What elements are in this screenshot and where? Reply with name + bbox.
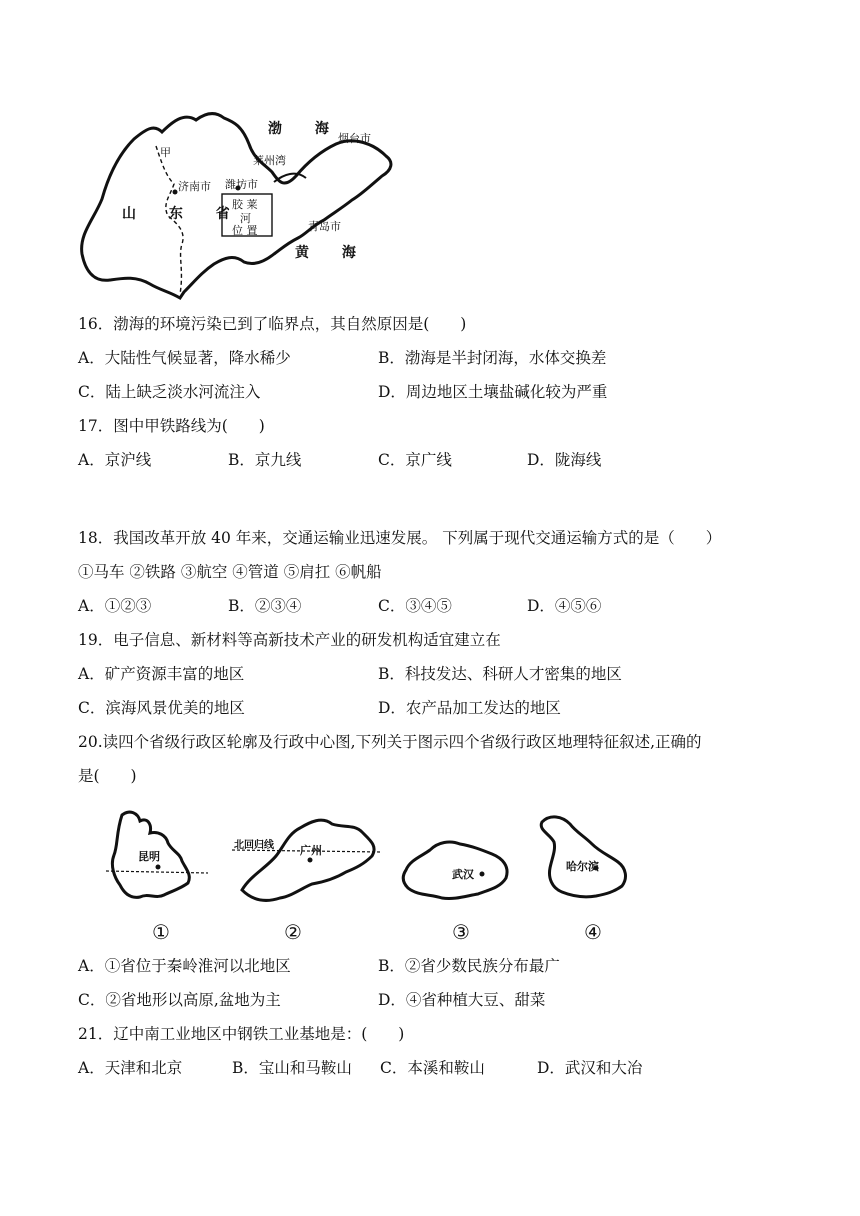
q19-stem: 19．电子信息、新材料等高新技术产业的研发机构适宜建立在	[78, 631, 501, 649]
q19-option-d: D．农产品加工发达的地区	[378, 699, 561, 717]
q16-option-c: C．陆上缺乏淡水河流注入	[78, 383, 261, 401]
q18-option-c: C．③④⑤	[378, 597, 452, 615]
q20-stem-line2: 是( )	[78, 767, 137, 785]
q17-option-b: B．京九线	[228, 451, 302, 469]
weifang-label: 潍坊市	[225, 178, 258, 191]
q21-option-d: D．武汉和大冶	[537, 1059, 643, 1077]
q21-option-b: B．宝山和马鞍山	[232, 1059, 352, 1077]
map-number-1: ①	[152, 920, 170, 944]
map-number-4: ④	[584, 920, 602, 944]
map-number-2: ②	[284, 920, 302, 944]
q19-option-c: C．滨海风景优美的地区	[78, 699, 245, 717]
q17-option-a: A．京沪线	[78, 451, 152, 469]
q18-option-b: B．②③④	[228, 597, 302, 615]
q17-option-d: D．陇海线	[527, 451, 602, 469]
q21-option-a: A．天津和北京	[78, 1059, 183, 1077]
huanghai-label: 黄 海	[295, 245, 370, 261]
q17-stem: 17．图中甲铁路线为( )	[78, 417, 265, 435]
map-number-3: ③	[452, 920, 470, 944]
jia-label: 甲	[160, 146, 171, 159]
q19-option-b: B．科技发达、科研人才密集的地区	[378, 665, 622, 683]
box-line-1: 胶 莱	[232, 198, 258, 211]
q20-option-a: A．①省位于秦岭淮河以北地区	[78, 957, 291, 975]
harbin-label: 哈尔滨	[566, 860, 599, 873]
q17-option-c: C．京广线	[378, 451, 452, 469]
qingdao-label: 青岛市	[308, 220, 341, 233]
q21-stem: 21．辽中南工业地区中钢铁工业基地是：( )	[78, 1025, 405, 1043]
q19-option-a: A．矿产资源丰富的地区	[78, 665, 245, 683]
q20-option-d: D．④省种植大豆、甜菜	[378, 991, 546, 1009]
q18-items: ①马车 ②铁路 ③航空 ④管道 ⑤肩扛 ⑥帆船	[78, 563, 382, 581]
bohai-label: 渤 海	[268, 121, 343, 137]
q20-stem-line1: 20.读四个省级行政区轮廓及行政中心图,下列关于图示四个省级行政区地理特征叙述,正确的	[78, 733, 702, 751]
q18-stem: 18．我国改革开放 40 年来，交通运输业迅速发展。 下列属于现代交通运输方式的是（ ）	[78, 529, 722, 547]
q16-option-a: A．大陆性气候显著，降水稀少	[78, 349, 291, 367]
laizhou-bay-label: 莱州湾	[253, 154, 286, 167]
q20-option-b: B．②省少数民族分布最广	[378, 957, 560, 975]
q16-option-d: D．周边地区土壤盐碱化较为严重	[378, 383, 608, 401]
province-label: 山 东 省	[122, 206, 244, 222]
box-line-3: 位 置	[232, 224, 258, 237]
q16-stem: 16．渤海的环境污染已到了临界点，其自然原因是( )	[78, 315, 467, 333]
jinan-label: 济南市	[178, 180, 211, 193]
yantai-label: 烟台市	[338, 132, 371, 145]
guangzhou-label: 广州	[300, 844, 322, 857]
wuhan-label: 武汉	[452, 868, 474, 881]
guangdong-outline	[232, 810, 382, 910]
q18-option-a: A．①②③	[78, 597, 152, 615]
kunming-label: 昆明	[138, 850, 160, 863]
q18-option-d: D．④⑤⑥	[527, 597, 602, 615]
q20-option-c: C．②省地形以高原,盆地为主	[78, 991, 281, 1009]
box-line-2: 河	[240, 212, 251, 225]
q16-option-b: B．渤海是半封闭海，水体交换差	[378, 349, 607, 367]
q21-option-c: C．本溪和鞍山	[380, 1059, 485, 1077]
tropic-of-cancer-label: 北回归线	[234, 840, 274, 851]
